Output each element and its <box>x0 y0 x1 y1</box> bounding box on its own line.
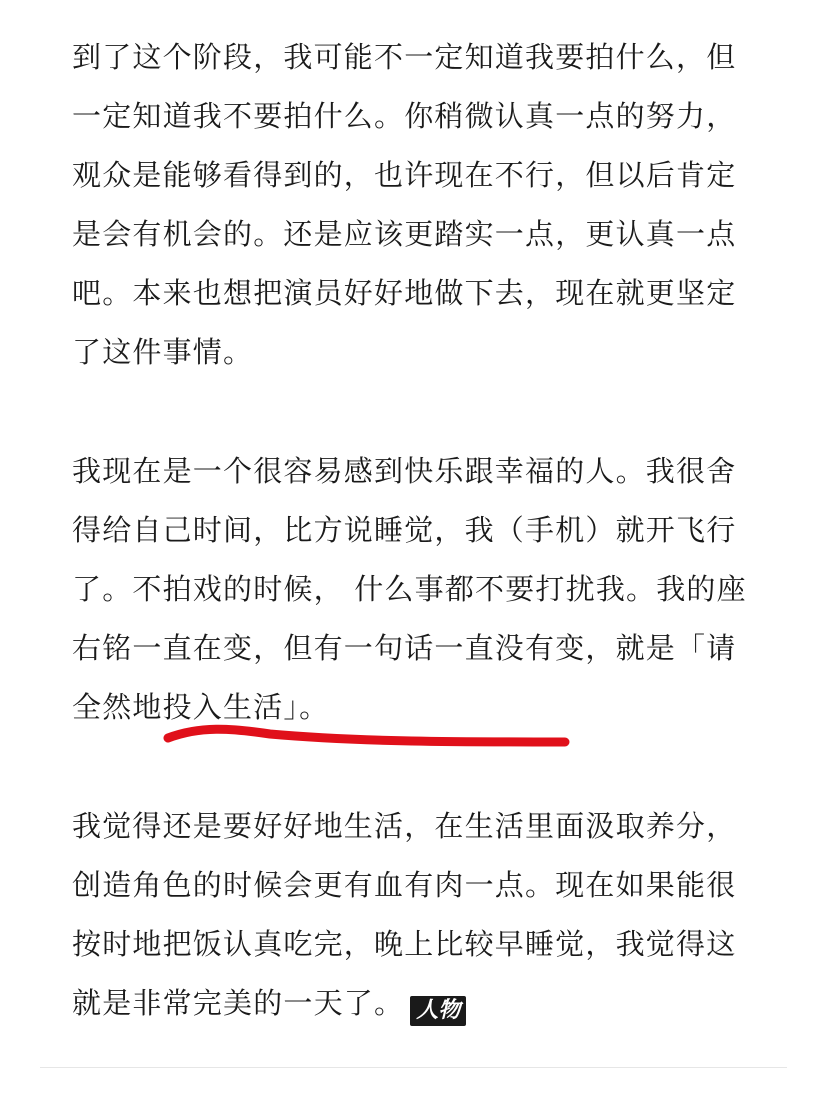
bottom-divider <box>40 1067 787 1068</box>
article-body <box>72 28 762 1033</box>
paragraph-3-text: 我觉得还是要好好地生活，在生活里面汲取养分，创造角色的时候会更有血有肉一点。现在如果能很按时地把饭认真吃完，晚上比较早睡觉，我觉得这就是非常完美的一天了。 <box>72 809 737 1020</box>
red-underline-stroke <box>168 729 565 742</box>
paragraph-3 <box>72 797 762 1033</box>
renwu-logo: 人物 <box>410 996 466 1026</box>
red-underline-mark <box>160 718 580 758</box>
paragraph-1: 到了这个阶段，我可能不一定知道我要拍什么，但一定知道我不要拍什么。你稍微认真一点的努力，观众是能够看得到的，也许现在不行，但以后肯定是会有机会的。还是应该更踏实一点，更认真一点吧。本来也想把演员好好地做下去，现在就更坚定了这件事情。 <box>72 40 737 369</box>
paragraph-2: 我现在是一个很容易感到快乐跟幸福的人。我很舍得给自己时间，比方说睡觉，我（手机）就开飞行了。不拍戏的时候， 什么事都不要打扰我。我的座右铭一直在变，但有一句话一直没有变，就是「请全然地投入生活」。 <box>72 454 747 724</box>
